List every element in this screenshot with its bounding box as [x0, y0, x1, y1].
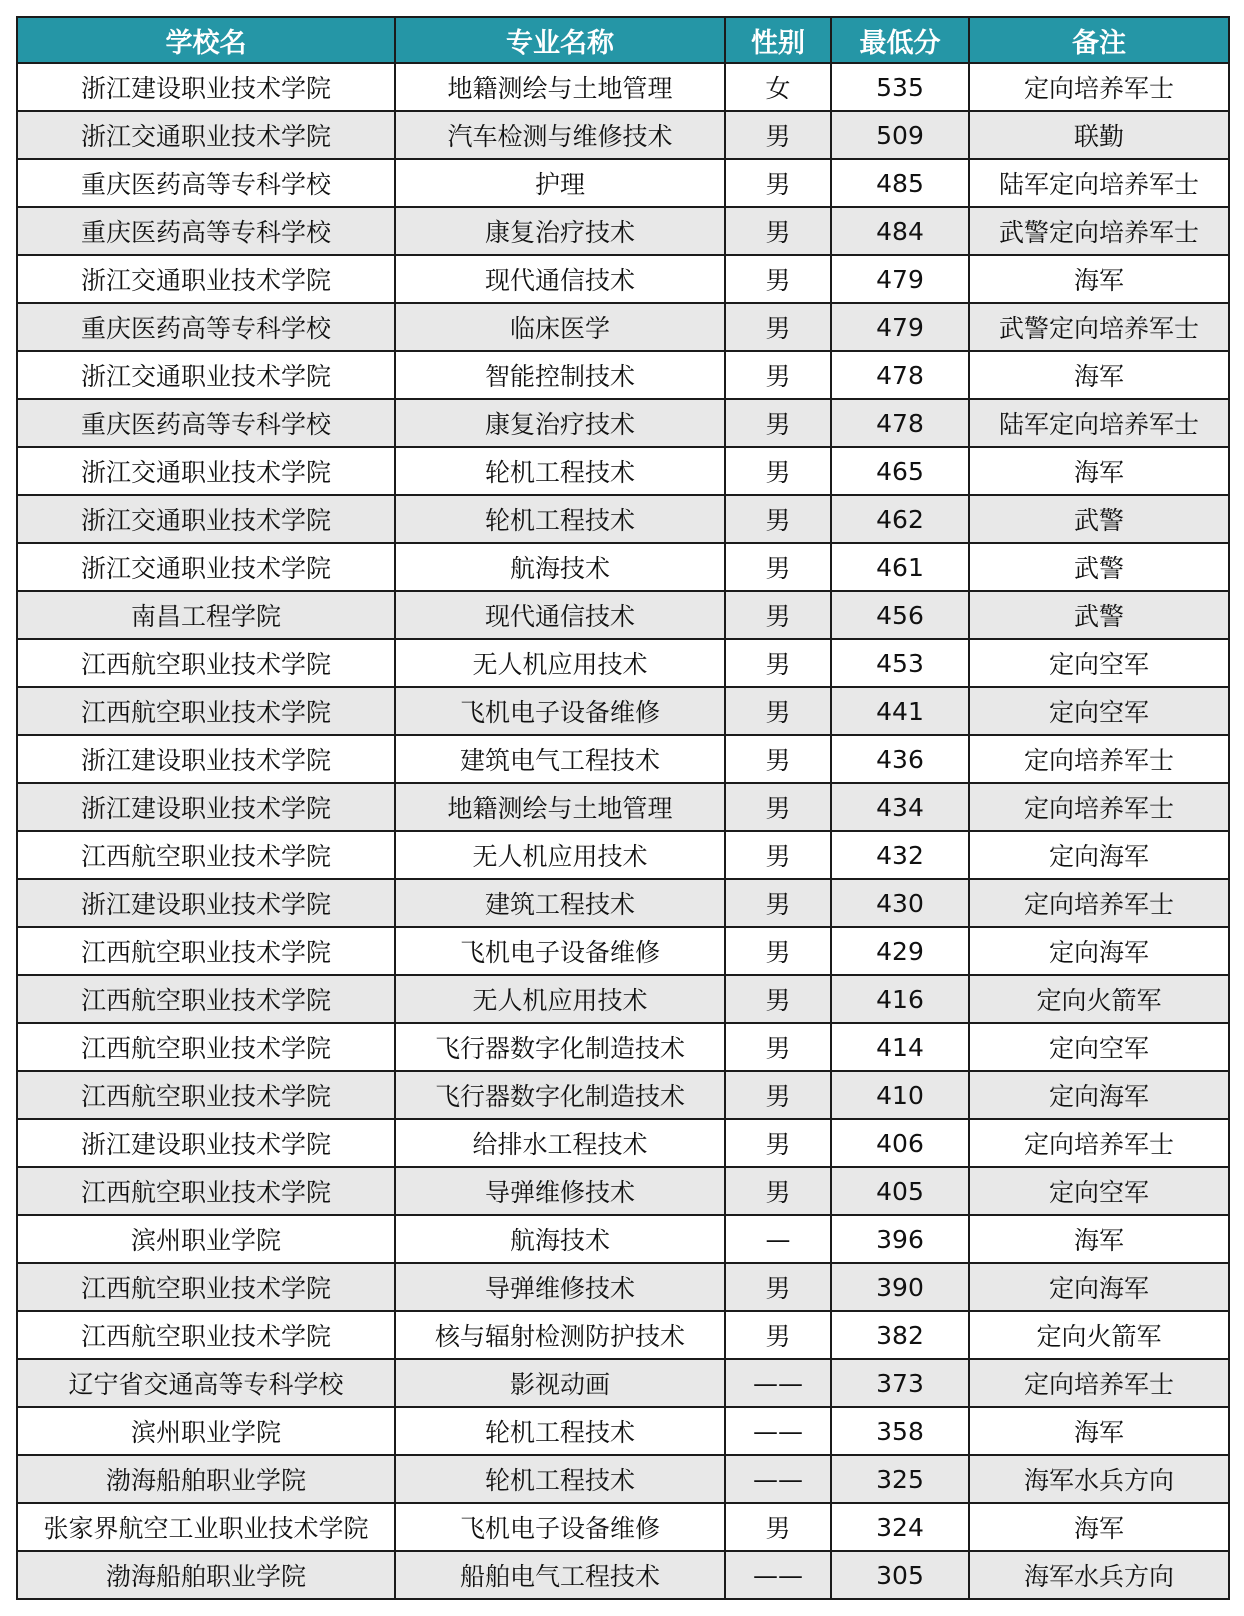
cell-min-score: 358: [831, 1407, 969, 1455]
table-row: [17, 639, 1229, 687]
cell-remark: 海军: [969, 447, 1229, 495]
cell-school: 重庆医药高等专科学校: [17, 207, 395, 255]
cell-school: 渤海船舶职业学院: [17, 1551, 395, 1599]
cell-remark: 武警定向培养军士: [969, 207, 1229, 255]
cell-major: 飞机电子设备维修: [395, 1503, 725, 1551]
cell-major: 船舶电气工程技术: [395, 1551, 725, 1599]
cell-min-score: 429: [831, 927, 969, 975]
cell-min-score: 305: [831, 1551, 969, 1599]
cell-major: 轮机工程技术: [395, 447, 725, 495]
cell-remark: 武警: [969, 495, 1229, 543]
cell-major: 地籍测绘与土地管理: [395, 63, 725, 111]
cell-gender: 男: [725, 975, 831, 1023]
cell-remark: 联勤: [969, 111, 1229, 159]
cell-min-score: 484: [831, 207, 969, 255]
cell-school: 浙江建设职业技术学院: [17, 783, 395, 831]
cell-min-score: 406: [831, 1119, 969, 1167]
table-row: [17, 1503, 1229, 1551]
cell-remark: 定向海军: [969, 1263, 1229, 1311]
cell-remark: 定向培养军士: [969, 735, 1229, 783]
cell-gender: 男: [725, 1263, 831, 1311]
cell-gender: 男: [725, 351, 831, 399]
cell-min-score: 465: [831, 447, 969, 495]
cell-gender: 男: [725, 1071, 831, 1119]
header-remark: 备注: [969, 17, 1229, 63]
table-row: [17, 1167, 1229, 1215]
table-row: [17, 207, 1229, 255]
cell-remark: 海军水兵方向: [969, 1551, 1229, 1599]
cell-gender: 男: [725, 927, 831, 975]
table-body: [17, 63, 1229, 1599]
cell-min-score: 479: [831, 255, 969, 303]
cell-school: 江西航空职业技术学院: [17, 927, 395, 975]
table-row: [17, 1215, 1229, 1263]
table-row: [17, 63, 1229, 111]
cell-min-score: 509: [831, 111, 969, 159]
cell-remark: 定向培养军士: [969, 783, 1229, 831]
cell-major: 航海技术: [395, 543, 725, 591]
cell-remark: 海军水兵方向: [969, 1455, 1229, 1503]
cell-gender: 女: [725, 63, 831, 111]
cell-major: 影视动画: [395, 1359, 725, 1407]
cell-school: 江西航空职业技术学院: [17, 1023, 395, 1071]
cell-remark: 海军: [969, 1503, 1229, 1551]
cell-min-score: 390: [831, 1263, 969, 1311]
cell-gender: 男: [725, 879, 831, 927]
cell-remark: 定向培养军士: [969, 1359, 1229, 1407]
header-gender: 性别: [725, 17, 831, 63]
cell-remark: 武警: [969, 543, 1229, 591]
table-header: [17, 17, 1229, 63]
table-row: [17, 351, 1229, 399]
cell-min-score: 416: [831, 975, 969, 1023]
cell-major: 飞行器数字化制造技术: [395, 1071, 725, 1119]
cell-major: 无人机应用技术: [395, 831, 725, 879]
cell-remark: 海军: [969, 1407, 1229, 1455]
table-row: [17, 687, 1229, 735]
cell-major: 现代通信技术: [395, 591, 725, 639]
cell-school: 张家界航空工业职业技术学院: [17, 1503, 395, 1551]
cell-min-score: 485: [831, 159, 969, 207]
cell-school: 滨州职业学院: [17, 1407, 395, 1455]
cell-major: 地籍测绘与土地管理: [395, 783, 725, 831]
cell-school: 重庆医药高等专科学校: [17, 303, 395, 351]
cell-remark: 定向空军: [969, 639, 1229, 687]
cell-gender: 男: [725, 207, 831, 255]
header-major: 专业名称: [395, 17, 725, 63]
cell-remark: 定向空军: [969, 687, 1229, 735]
cell-gender: 男: [725, 1503, 831, 1551]
cell-gender: 男: [725, 495, 831, 543]
cell-remark: 武警: [969, 591, 1229, 639]
cell-min-score: 436: [831, 735, 969, 783]
table-row: [17, 1071, 1229, 1119]
table-row: [17, 735, 1229, 783]
cell-major: 航海技术: [395, 1215, 725, 1263]
table-row: [17, 1359, 1229, 1407]
cell-min-score: 478: [831, 399, 969, 447]
cell-remark: 陆军定向培养军士: [969, 399, 1229, 447]
cell-remark: 定向空军: [969, 1023, 1229, 1071]
cell-remark: 海军: [969, 351, 1229, 399]
header-min-score: 最低分: [831, 17, 969, 63]
cell-major: 康复治疗技术: [395, 207, 725, 255]
cell-school: 浙江建设职业技术学院: [17, 63, 395, 111]
cell-major: 给排水工程技术: [395, 1119, 725, 1167]
cell-major: 导弹维修技术: [395, 1263, 725, 1311]
cell-school: 浙江交通职业技术学院: [17, 255, 395, 303]
cell-gender: 男: [725, 1167, 831, 1215]
cell-gender: —: [725, 1215, 831, 1263]
cell-remark: 海军: [969, 255, 1229, 303]
cell-school: 浙江交通职业技术学院: [17, 351, 395, 399]
cell-remark: 定向海军: [969, 831, 1229, 879]
cell-school: 重庆医药高等专科学校: [17, 399, 395, 447]
table-row: [17, 927, 1229, 975]
table-row: [17, 159, 1229, 207]
cell-gender: 男: [725, 543, 831, 591]
cell-min-score: 396: [831, 1215, 969, 1263]
cell-remark: 定向火箭军: [969, 975, 1229, 1023]
cell-school: 浙江建设职业技术学院: [17, 735, 395, 783]
cell-school: 南昌工程学院: [17, 591, 395, 639]
table-row: [17, 831, 1229, 879]
cell-remark: 定向培养军士: [969, 879, 1229, 927]
cell-gender: 男: [725, 159, 831, 207]
cell-remark: 定向培养军士: [969, 1119, 1229, 1167]
cell-school: 江西航空职业技术学院: [17, 1167, 395, 1215]
table-row: [17, 495, 1229, 543]
cell-school: 浙江建设职业技术学院: [17, 1119, 395, 1167]
cell-major: 轮机工程技术: [395, 1407, 725, 1455]
cell-min-score: 434: [831, 783, 969, 831]
cell-major: 飞行器数字化制造技术: [395, 1023, 725, 1071]
cell-school: 浙江交通职业技术学院: [17, 111, 395, 159]
cell-min-score: 432: [831, 831, 969, 879]
cell-remark: 武警定向培养军士: [969, 303, 1229, 351]
cell-min-score: 430: [831, 879, 969, 927]
cell-major: 临床医学: [395, 303, 725, 351]
cell-min-score: 535: [831, 63, 969, 111]
cell-gender: 男: [725, 735, 831, 783]
cell-min-score: 453: [831, 639, 969, 687]
cell-min-score: 456: [831, 591, 969, 639]
cell-min-score: 462: [831, 495, 969, 543]
cell-major: 轮机工程技术: [395, 1455, 725, 1503]
cell-school: 重庆医药高等专科学校: [17, 159, 395, 207]
cell-major: 建筑工程技术: [395, 879, 725, 927]
table-row: [17, 591, 1229, 639]
table-row: [17, 1263, 1229, 1311]
cell-major: 导弹维修技术: [395, 1167, 725, 1215]
table-row: [17, 447, 1229, 495]
table-row: [17, 975, 1229, 1023]
cell-remark: 海军: [969, 1215, 1229, 1263]
cell-school: 渤海船舶职业学院: [17, 1455, 395, 1503]
cell-major: 建筑电气工程技术: [395, 735, 725, 783]
cell-min-score: 410: [831, 1071, 969, 1119]
cell-school: 江西航空职业技术学院: [17, 687, 395, 735]
cell-min-score: 373: [831, 1359, 969, 1407]
cell-school: 辽宁省交通高等专科学校: [17, 1359, 395, 1407]
table-row: [17, 1023, 1229, 1071]
cell-major: 轮机工程技术: [395, 495, 725, 543]
header-row: [17, 17, 1229, 63]
cell-min-score: 325: [831, 1455, 969, 1503]
cell-school: 江西航空职业技术学院: [17, 639, 395, 687]
cell-gender: 男: [725, 255, 831, 303]
table-row: [17, 303, 1229, 351]
cell-school: 浙江交通职业技术学院: [17, 543, 395, 591]
cell-min-score: 382: [831, 1311, 969, 1359]
cell-gender: 男: [725, 687, 831, 735]
cell-school: 浙江建设职业技术学院: [17, 879, 395, 927]
table-row: [17, 1407, 1229, 1455]
table-row: [17, 543, 1229, 591]
cell-remark: 定向火箭军: [969, 1311, 1229, 1359]
table-row: [17, 399, 1229, 447]
cell-gender: 男: [725, 399, 831, 447]
cell-school: 江西航空职业技术学院: [17, 831, 395, 879]
cell-major: 无人机应用技术: [395, 639, 725, 687]
cell-gender: ——: [725, 1359, 831, 1407]
cell-school: 江西航空职业技术学院: [17, 975, 395, 1023]
cell-gender: ——: [725, 1407, 831, 1455]
cell-major: 现代通信技术: [395, 255, 725, 303]
cell-gender: 男: [725, 591, 831, 639]
cell-gender: 男: [725, 111, 831, 159]
cell-major: 核与辐射检测防护技术: [395, 1311, 725, 1359]
table-row: [17, 255, 1229, 303]
cell-remark: 定向空军: [969, 1167, 1229, 1215]
cell-school: 浙江交通职业技术学院: [17, 495, 395, 543]
cell-gender: 男: [725, 639, 831, 687]
cell-major: 护理: [395, 159, 725, 207]
cell-min-score: 441: [831, 687, 969, 735]
cell-school: 江西航空职业技术学院: [17, 1263, 395, 1311]
cell-major: 飞机电子设备维修: [395, 927, 725, 975]
cell-major: 汽车检测与维修技术: [395, 111, 725, 159]
cell-remark: 定向海军: [969, 1071, 1229, 1119]
header-school: 学校名: [17, 17, 395, 63]
cell-min-score: 324: [831, 1503, 969, 1551]
cell-gender: 男: [725, 831, 831, 879]
table-row: [17, 879, 1229, 927]
cell-major: 飞机电子设备维修: [395, 687, 725, 735]
cell-gender: ——: [725, 1551, 831, 1599]
cell-school: 滨州职业学院: [17, 1215, 395, 1263]
cell-min-score: 405: [831, 1167, 969, 1215]
table-row: [17, 1311, 1229, 1359]
table-row: [17, 111, 1229, 159]
cell-gender: 男: [725, 447, 831, 495]
cell-gender: 男: [725, 1119, 831, 1167]
cell-gender: 男: [725, 1311, 831, 1359]
score-table-container: [16, 16, 1228, 1600]
table-row: [17, 1455, 1229, 1503]
score-table: [16, 16, 1230, 1600]
table-row: [17, 783, 1229, 831]
table-row: [17, 1119, 1229, 1167]
table-row: [17, 1551, 1229, 1599]
cell-school: 江西航空职业技术学院: [17, 1071, 395, 1119]
cell-min-score: 414: [831, 1023, 969, 1071]
cell-school: 江西航空职业技术学院: [17, 1311, 395, 1359]
cell-remark: 定向培养军士: [969, 63, 1229, 111]
cell-school: 浙江交通职业技术学院: [17, 447, 395, 495]
cell-gender: ——: [725, 1455, 831, 1503]
cell-remark: 定向海军: [969, 927, 1229, 975]
cell-major: 无人机应用技术: [395, 975, 725, 1023]
cell-min-score: 461: [831, 543, 969, 591]
cell-gender: 男: [725, 783, 831, 831]
cell-gender: 男: [725, 1023, 831, 1071]
cell-min-score: 478: [831, 351, 969, 399]
cell-min-score: 479: [831, 303, 969, 351]
cell-major: 智能控制技术: [395, 351, 725, 399]
cell-major: 康复治疗技术: [395, 399, 725, 447]
cell-remark: 陆军定向培养军士: [969, 159, 1229, 207]
cell-gender: 男: [725, 303, 831, 351]
